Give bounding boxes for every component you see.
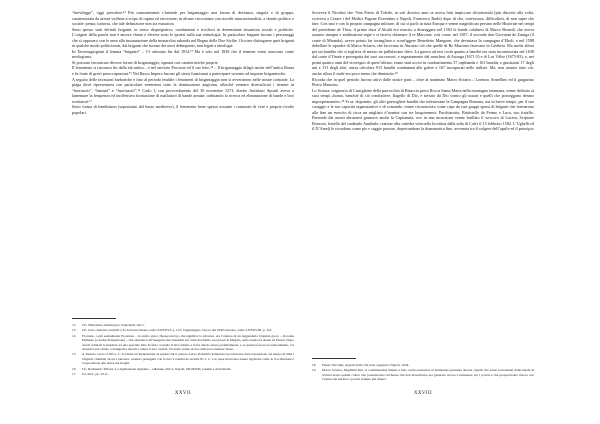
footnote-number: 19 [312,368,316,373]
footnote-number: 16 [72,366,76,371]
footnote-rule [312,358,356,359]
paragraph: “brevilegge”, oggi prevalere.¹² Più comunemente s’intende per brigantaggio una forma di devianza, singola o di gruppo, caratterizzata da azioni violente a scopo di rapina ed estorsione, in alcune circostanze con risvolti insurrezionalisti, a sfondo politico e sociale: penso, tuttavia, che tale definizione non sia esaustiva. [72,10,294,27]
footnote-text: Cfr. Iorio, Antonio Lemolico da Terravecchione, tomo XXXXVI, p. 121; brigantaggio, lavoro del 1836 ristorato, tomo LXXXVIII, p. 112. [82,328,273,333]
footnote [72,323,294,327]
left-page-body [72,10,294,115]
footnote [72,328,294,332]
footnote-number: 15 [72,352,76,357]
footnote-number: 17 [72,372,76,377]
footnote-text: Procuste, o più esattamente Procruste – in antico greco Προκρούστης, che significa lo stiratore, era l’epiteto di un leggendario brigante greco – di nome Damaste (o anche Polipemone) – che attendeva all’inseguito dei viandanti sul colle Koridallo, nei pressi di Megara, sulla strada tra Atene ed Eleusi. Dopo averli catturati li stendeva su uno speciale letto in ferro al quale li lava stirano a forza dando stessa perfettamente, e se questi non era eccessivamente, coi arrestava per stirato a stringerli e stirarli e attesa il loro veduta. Procuste venne ucciso dall’eroe ateniese Teseo. [82,333,294,352]
right-page-footnotes [312,358,534,383]
footnote-number: 18 [312,363,316,367]
footnote-text: Cfr. Romualdo Trifone, La legislazione angioina – edizione critica, Napoli, MCMXXI, passim e ad indicem. [82,366,232,371]
paragraph: Sono spesso stati definiti briganti, in senso dispregiativo, combattenti e rivoltosi in determinate situazioni sociali e politiche. L’origine della parola non è ancora chiara e diverse sono le ipotesi sulla sua etimologia. In particolare briganti furono i personaggi che si opposero con le armi alla instaurazione della monarchia sabauda nel Regno delle Due Sicilie. Occorre distinguere quei briganti in qualche modo politicizzati, dai briganti che furono dei mori delinquenti, non legati a ideologie. [72,26,294,49]
footnote [312,368,534,381]
right-page-body [312,10,534,132]
footnote-text: Marco Sciarra, flagellum Dei, et commissarius missus a Deo contra usurarios et detinentes pecunias otiosas. Quelli che erano terrorizzati dalla banda di Sciarra erano quindi coloro che possedevano ricchezze che non investivano per generare lavoro e benessere per i poveri e che prosperavano invece con l’usura che tendeva i poveri sempre più miseri. [322,368,534,382]
paragraph: Ricorda che in quel periodo furono attivi dalle nostre parti – oltre al nominato Marco Sciarra – Lorenzo Armellino ed il gargazino Pietro Mancino. [312,76,534,88]
footnote [72,334,294,352]
footnote-rule [72,318,116,319]
page-number: XXVIII [413,391,433,396]
footnote-text: Cfr. Dizionario etimologico Zanichelli, alla v. [82,323,145,327]
paragraph: Il fenomeno si riscontra fin dalla età antica – e nel servizio Procuste ed il suo letto.¹⁴ – Il brigantaggio dilagò anche nell’antica Roma e fu fonte di gravi preoccupazioni.¹⁵ Nel Basso Impero furono gli stessi funzionari a partecipare sovente ad imprese brigantesche. [72,65,294,77]
paragraph: Lo Sciarra, originario di Castiglione della parrocchia di Bisaccia preso Rocca Santa Maria nella montagna teramana, venne definito ai suoi tempi «bomo, banchié di ciò condottiere, flagello di Dio, e inviato da Dio contro gli usurai e quelli che posseggono denaro impropriamente».¹⁹ Si sa, dopotutto, gli altri guerriglieri-banditi che infestavano la Campagna Romana, ma in breve tempo, per il suo coraggio e le sue capacità organizzative e di comando, venne riconosciuto come capo da vari gruppi sparsi di briganti che formarono alla fine un esercito di circa un migliaio d’uomini con tre luogotenenti: Pacchiarotto, Battistello da Fermo e Luca, suo fratello. Partendo dai monti abruzzesi giunsero anche la Capitanata, ove in una incursione venne fraillato il vescovo di Lucera, Scipione Bozzuto, fratello del cardinale Annibale, reattore alla cattedra veterrella locettina dalla seda di Calvi il 15 febbraio 1582. L’Ughelli ed il D’Amelj le ricordano come pio e saggio pastore, deprecandone la drammatica fine, avvenuta tra il volgere dell’aprile ed il principio [312,87,534,132]
footnote [72,372,294,376]
footnote [312,363,534,367]
footnote-number: 13 [72,328,76,333]
footnote-number: 14 [72,333,76,338]
footnote-text: Ivi, ibid., pp. 25 ss. [82,372,109,377]
paragraph: Scriveva il Nicolini che “San Pietro di Toledo, in soli diciotto anni se aveva fatti impiccare diciottomila (più discrete alla volta, scriveva a Cesare i del Medici Pagone Fiorentino a Napoli, Francesco Barbi) dopo di che, confessava, difficoltosi, di non saper che fare. Con uno e con lo proprio campagna militare, di cui si parlò in tutta Europa e venne magnificata persino nelle Historiae nei tempi del presidente de Thou, il primo duca d’Alcalà era riuscito a distruggere nel 1563 le bande calabresi di Marco Berardi, che aveva assunto insegne e attribuzione regie e si faceva chiamare il re Marcone, così come, nel 1587, il secondo don Giovanni de Zuniga (il conte di Miranda), aveva potuto far tornagliare o sconfiggere Benedetto Mangone, che devastava la campagna d’Eboli, e nel 1588 debellare le squadre di Marco Sciarra, che facevano in Abruzzo ciò che quelle di Re Marcone facevano in Calabria. Ma anche allora per un bandito che si toglieva di mezzo ne pullulavano dieci. La guerra ad essi costò quanto a banditi era stata incominciata nel 1638 dal conte d’Onate e proseguita dai suoi successori, e segnatamente dal marchesi di Astorga (1671-5) e di Los Vélez (1675-83), e, nei primi quattro anni del viceregno di quest’ultimo, erano stati uccisi in combattimento 57 capibanda e 161 banditi, e giustiziati 17 degli uni e 131 degli altri, senza calcolare 913 banditi condannati alle galere e 167 incorporati nelle milizie. Ma, non ostante tutto ciò, anche allora il male era poco meno che diminuito.¹⁸ [312,10,534,77]
left-page-footnotes [72,318,294,377]
paragraph: Sotto forma di banditismo (soprattutto dal basso medioevo), il fenomeno bene spesso assunse i connotati di vere e proprie rivolte popolari. [72,104,294,115]
footnote-text: A Taranto, verso il 185 a. C. avvenne un’insurrezione di pastori sul il pretore Lucio Postumio Tempsano ne istruì una dura repressione. Al tempo di Silla i briganti, chiamati sicari e latrones, vennero perseguiti con la Lex Cornelia de sicariis 81 a. C. e le pene dovevano essere applicate come la crocifissione e l’esposizione alle belve nel luoghi. [82,352,294,366]
footnote-text: Fausto Nicolini, Aspetti della vita italo-spagnola, Napoli, 1934. [322,363,410,367]
right-page [312,0,534,424]
footnote [72,352,294,365]
paragraph: In Tavernagiogiani il lemma “brigante” – l’è attestato fin dal 1814.¹³ Ma è solo nel 1839 che il termine viene associato come neologismo. [72,48,294,60]
paragraph: A seguito delle invasioni barbariche e fino al periodo feudale i fenomeni di brigantaggio non si avvertirono nelle nostre contrade. La piaga dovè ripresentarsi con particolare veemenza sotto la dominazione angioina, allorché vennero diversificati i termini in “fuorusciti”, “banniti” e “fuoriusciti”.¹⁶ Carlo I, con provvedimento del 30 novembre 1273, diretto Justitiarii Aprutii aveva a lamentare la frequenza ed inoffensiva formazione di malfattori di bande armate, ordinando la ricerca ed eliminazione di bande e loro ricettatori.¹⁷ [72,76,294,104]
left-page [72,0,294,424]
paragraph: Si possono riscontrare diverse forme di brigantaggio; ognuna con caratteristiche proprie. [72,59,219,65]
footnote-number: 12 [72,323,76,327]
page-number: XXVII [174,391,192,396]
footnote [72,367,294,371]
